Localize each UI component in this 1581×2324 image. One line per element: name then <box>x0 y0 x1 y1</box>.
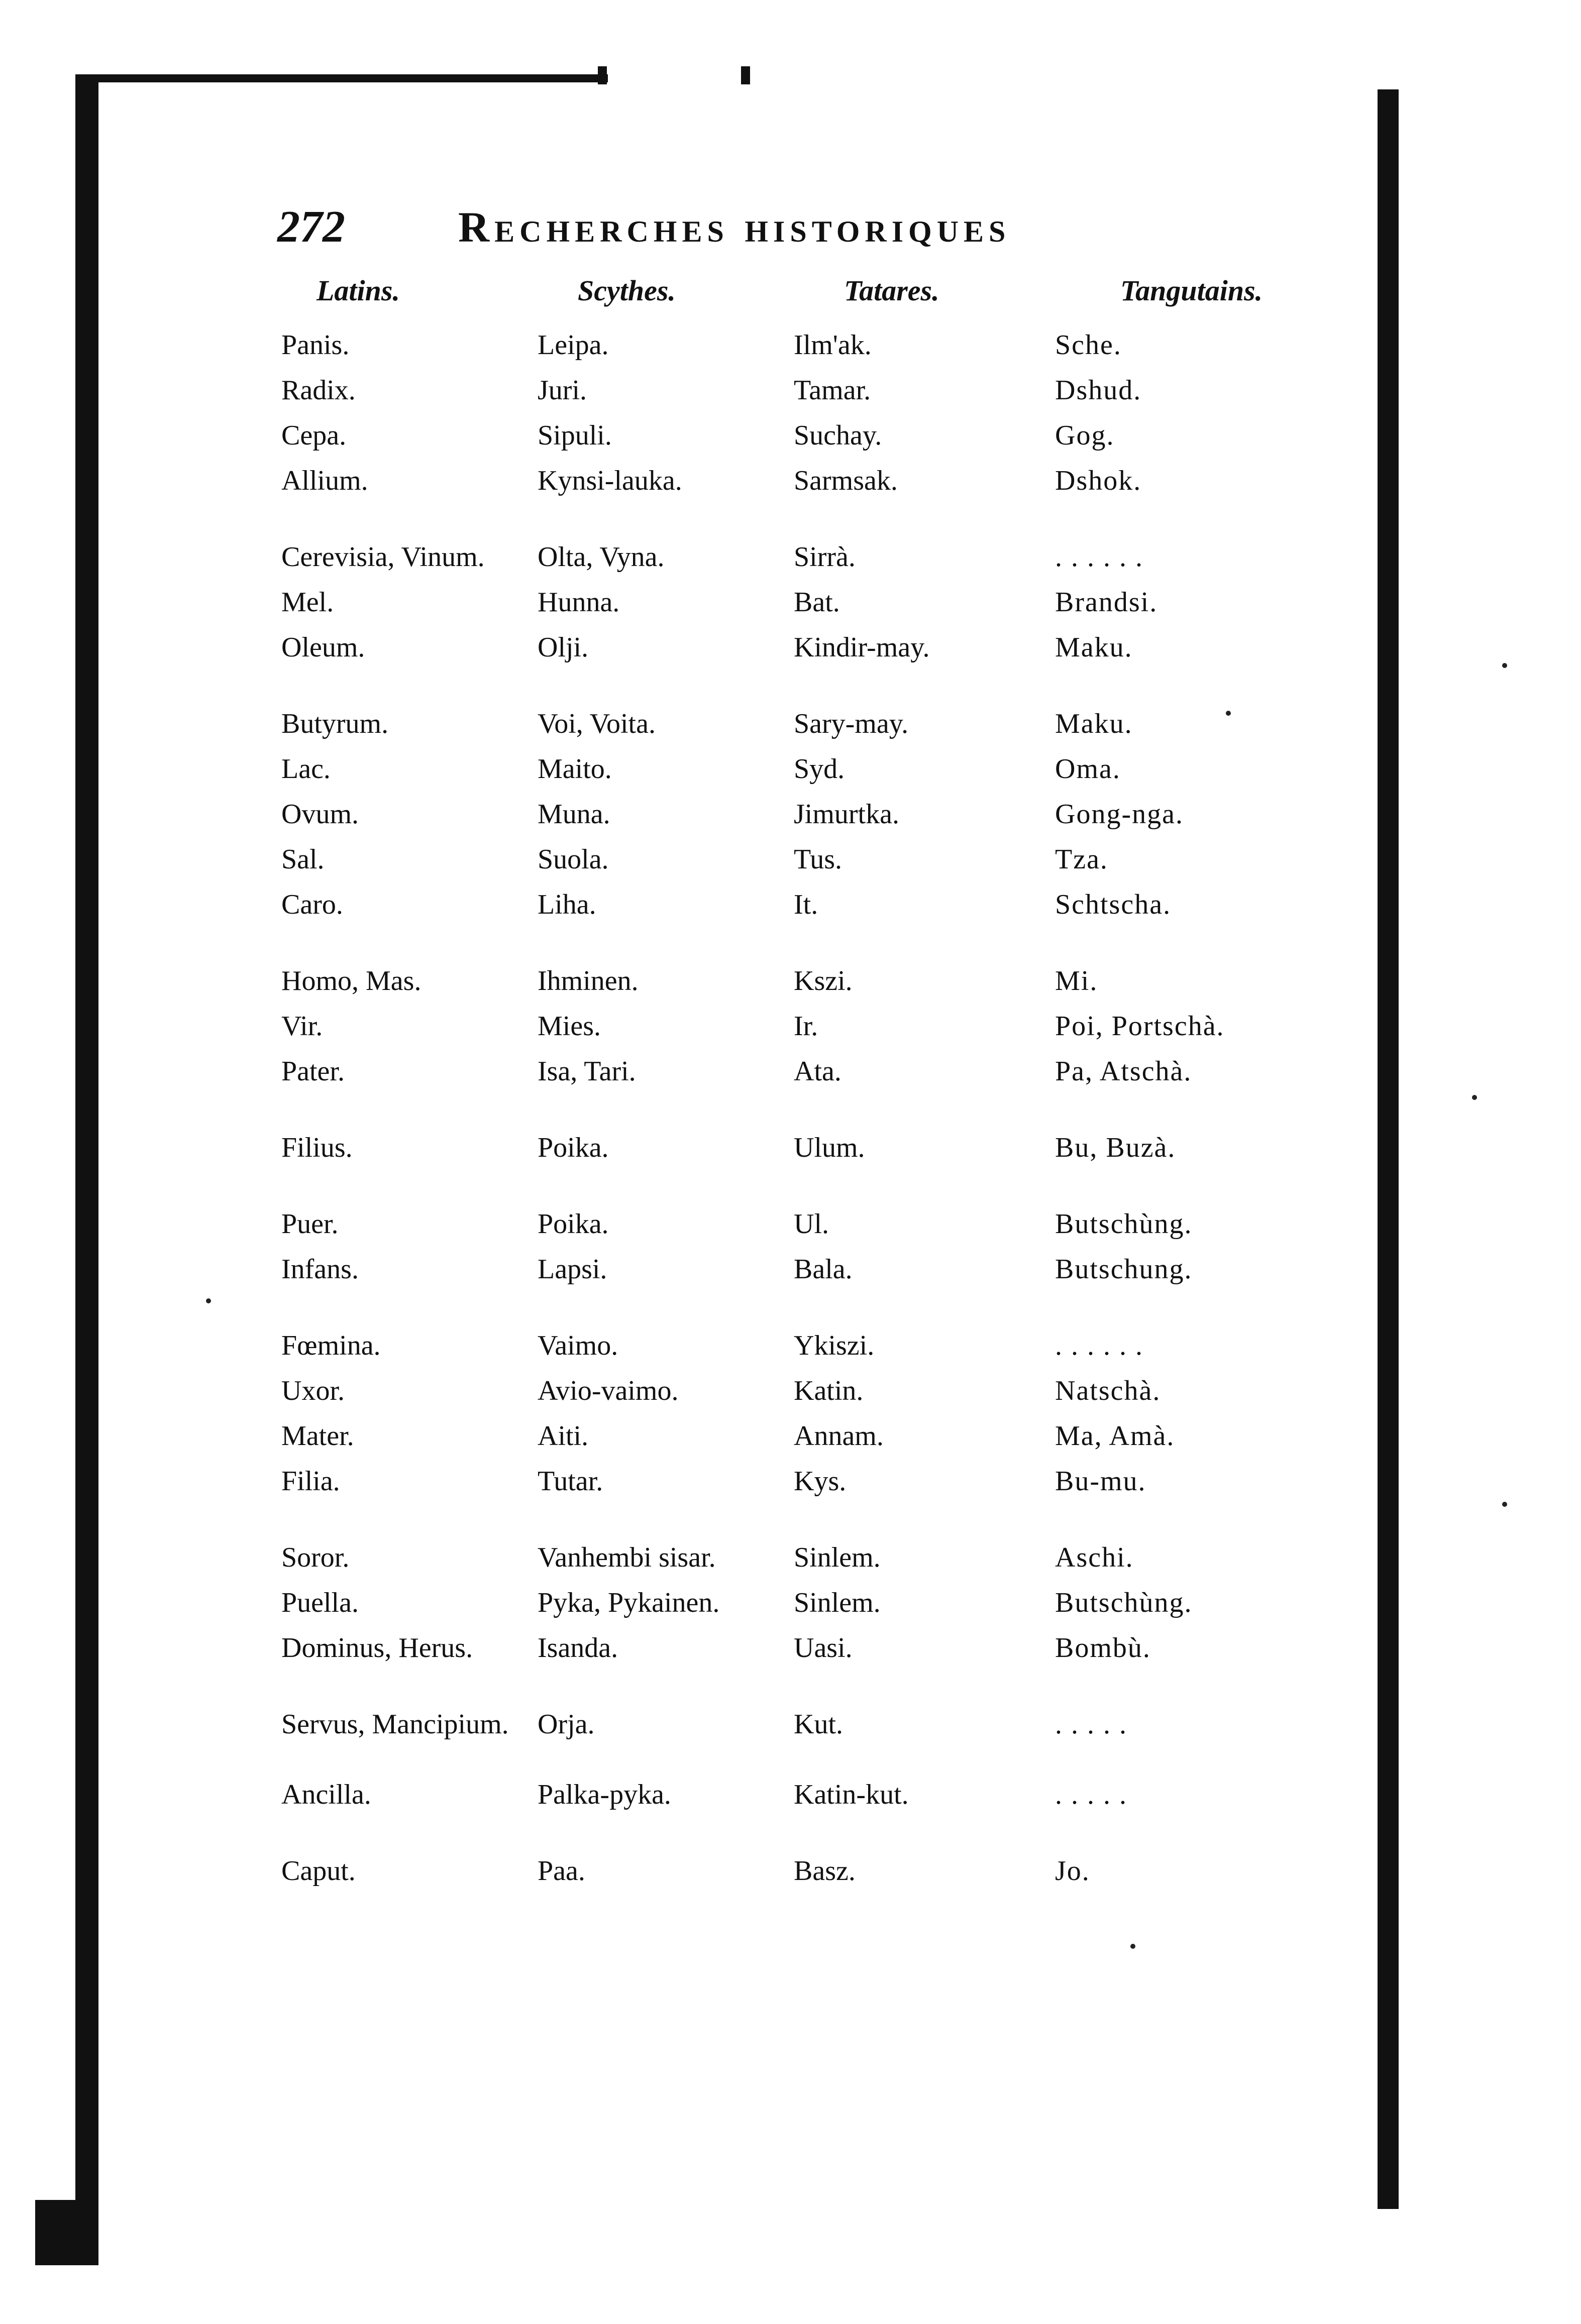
vocab-row <box>281 965 1361 1010</box>
column-heading-tatar: Tatares. <box>844 274 939 307</box>
vocab-cell-latin: Soror. <box>281 1542 350 1573</box>
scan-speck <box>1502 663 1507 668</box>
vocab-row <box>281 1708 1361 1779</box>
vocab-row <box>281 1132 1361 1177</box>
vocab-cell-tatar: Syd. <box>794 753 845 785</box>
scan-mark <box>741 66 750 84</box>
vocab-row <box>281 843 1361 889</box>
vocab-row <box>281 631 1361 677</box>
column-heading-scythian: Scythes. <box>578 274 676 307</box>
vocab-cell-scythian: Isa, Tari. <box>538 1056 636 1087</box>
vocab-cell-tatar: Sirrà. <box>794 541 856 573</box>
vocab-cell-tangut: Dshud. <box>1055 375 1142 406</box>
vocab-cell-scythian: Voi, Voita. <box>538 708 656 739</box>
vocab-cell-latin: Filia. <box>281 1466 340 1497</box>
vocab-row <box>281 1465 1361 1510</box>
vocab-cell-tangut: Bu-mu. <box>1055 1466 1146 1497</box>
vocab-cell-tatar: Ir. <box>794 1011 818 1042</box>
vocab-cell-latin: Vir. <box>281 1011 323 1042</box>
vocab-cell-tatar: Ata. <box>794 1056 841 1087</box>
vocab-cell-latin: Mel. <box>281 587 334 618</box>
vocab-cell-tatar: Katin. <box>794 1375 864 1406</box>
vocab-cell-latin: Puer. <box>281 1208 339 1240</box>
vocab-cell-latin: Infans. <box>281 1254 359 1285</box>
vocab-cell-tatar: Bala. <box>794 1254 853 1285</box>
page-number: 272 <box>277 202 345 252</box>
scan-border-left-foot <box>35 2200 98 2265</box>
scan-border-right <box>1378 89 1399 2209</box>
vocab-cell-tatar: Suchay. <box>794 420 882 451</box>
vocab-cell-tatar: Tamar. <box>794 375 871 406</box>
vocab-cell-tangut: Ma, Amà. <box>1055 1420 1175 1452</box>
vocab-cell-tatar: It. <box>794 889 818 920</box>
vocab-cell-tatar: Katin-kut. <box>794 1779 909 1810</box>
vocab-cell-scythian: Pyka, Pykainen. <box>538 1587 720 1618</box>
vocab-cell-tangut: Butschùng. <box>1055 1208 1193 1240</box>
vocab-row <box>281 1010 1361 1055</box>
scan-speck <box>206 1298 211 1303</box>
vocab-cell-scythian: Liha. <box>538 889 596 920</box>
vocab-cell-latin: Sal. <box>281 844 325 875</box>
vocab-cell-latin: Puella. <box>281 1587 359 1618</box>
scan-speck <box>1130 1944 1135 1949</box>
page-title: Recherches historiques <box>458 203 1011 251</box>
vocab-row <box>281 753 1361 798</box>
vocab-cell-tangut: . . . . . . <box>1055 1330 1143 1361</box>
vocab-cell-tatar: Ykiszi. <box>794 1330 875 1361</box>
vocab-cell-tangut: Schtscha. <box>1055 889 1172 920</box>
vocab-row <box>281 1587 1361 1632</box>
vocab-cell-scythian: Aiti. <box>538 1420 589 1452</box>
vocab-cell-tatar: Bat. <box>794 587 840 618</box>
vocab-cell-scythian: Hunna. <box>538 587 620 618</box>
vocab-row <box>281 1055 1361 1100</box>
vocab-cell-scythian: Mies. <box>538 1011 601 1042</box>
vocab-cell-tatar: Uasi. <box>794 1632 853 1664</box>
vocab-cell-tangut: Dshok. <box>1055 465 1142 496</box>
vocab-cell-latin: Servus, Mancipium. <box>281 1709 509 1740</box>
vocab-cell-scythian: Muna. <box>538 799 610 830</box>
vocab-cell-scythian: Paa. <box>538 1855 585 1887</box>
vocab-cell-tatar: Basz. <box>794 1855 856 1887</box>
vocab-cell-tangut: Mi. <box>1055 965 1098 997</box>
vocab-cell-tangut: Tza. <box>1055 844 1108 875</box>
vocab-cell-tatar: Ul. <box>794 1208 829 1240</box>
vocab-cell-tatar: Ulum. <box>794 1132 865 1163</box>
vocab-cell-latin: Radix. <box>281 375 356 406</box>
vocab-cell-latin: Butyrum. <box>281 708 389 739</box>
vocab-cell-tangut: Aschi. <box>1055 1542 1134 1573</box>
vocab-cell-latin: Oleum. <box>281 632 365 663</box>
vocab-cell-tatar: Sinlem. <box>794 1542 881 1573</box>
vocab-cell-scythian: Suola. <box>538 844 609 875</box>
vocab-cell-latin: Panis. <box>281 329 350 361</box>
vocab-cell-tatar: Sarmsak. <box>794 465 898 496</box>
vocab-row <box>281 1253 1361 1298</box>
vocab-cell-latin: Pater. <box>281 1056 345 1087</box>
vocab-cell-scythian: Orja. <box>538 1709 595 1740</box>
scan-border-top <box>75 74 608 82</box>
vocabulary-table <box>281 329 1361 1900</box>
vocab-cell-tatar: Sary-may. <box>794 708 909 739</box>
vocab-cell-latin: Caput. <box>281 1855 356 1887</box>
vocab-cell-scythian: Sipuli. <box>538 420 612 451</box>
vocab-cell-tangut: Oma. <box>1055 753 1121 785</box>
vocab-cell-scythian: Juri. <box>538 375 587 406</box>
vocab-cell-tangut: Gog. <box>1055 420 1115 451</box>
vocab-cell-tangut: Brandsi. <box>1055 587 1158 618</box>
vocab-cell-tangut: Pa, Atschà. <box>1055 1056 1192 1087</box>
vocab-row <box>281 1779 1361 1824</box>
vocab-cell-scythian: Tutar. <box>538 1466 603 1497</box>
vocab-cell-tatar: Kut. <box>794 1709 843 1740</box>
vocab-cell-tangut: Maku. <box>1055 632 1133 663</box>
vocab-cell-tangut: Butschung. <box>1055 1254 1193 1285</box>
vocab-cell-latin: Cerevisia, Vinum. <box>281 541 485 573</box>
vocab-cell-scythian: Poika. <box>538 1132 609 1163</box>
vocab-cell-scythian: Kynsi-lauka. <box>538 465 682 496</box>
vocab-row <box>281 889 1361 934</box>
column-heading-tangut: Tangutains. <box>1120 274 1263 307</box>
column-headings <box>317 274 1372 314</box>
vocab-row <box>281 1541 1361 1587</box>
vocab-cell-latin: Mater. <box>281 1420 354 1452</box>
vocab-cell-tatar: Annam. <box>794 1420 884 1452</box>
vocab-cell-tangut: . . . . . <box>1055 1779 1127 1810</box>
vocab-row <box>281 1375 1361 1420</box>
vocab-cell-scythian: Vaimo. <box>538 1330 618 1361</box>
vocab-cell-latin: Uxor. <box>281 1375 345 1406</box>
vocab-cell-latin: Ancilla. <box>281 1779 371 1810</box>
vocab-row <box>281 419 1361 465</box>
scan-speck <box>1472 1095 1477 1100</box>
vocab-cell-tangut: Jo. <box>1055 1855 1090 1887</box>
scan-speck <box>1502 1502 1507 1507</box>
vocab-cell-tangut: Sche. <box>1055 329 1122 361</box>
vocab-cell-latin: Fœmina. <box>281 1330 381 1361</box>
vocab-cell-tangut: Butschùng. <box>1055 1587 1193 1618</box>
vocab-cell-tatar: Jimurtka. <box>794 799 899 830</box>
scan-mark <box>598 66 607 84</box>
vocab-cell-scythian: Avio-vaimo. <box>538 1375 679 1406</box>
vocab-row <box>281 1420 1361 1465</box>
vocab-cell-scythian: Olji. <box>538 632 589 663</box>
vocab-cell-latin: Cepa. <box>281 420 347 451</box>
vocab-cell-scythian: Palka-pyka. <box>538 1779 671 1810</box>
vocab-row <box>281 374 1361 419</box>
vocab-cell-scythian: Lapsi. <box>538 1254 607 1285</box>
vocab-cell-tangut: Bu, Buzà. <box>1055 1132 1176 1163</box>
vocab-cell-scythian: Leipa. <box>538 329 609 361</box>
vocab-row <box>281 465 1361 510</box>
vocab-cell-latin: Lac. <box>281 753 331 785</box>
vocab-cell-scythian: Poika. <box>538 1208 609 1240</box>
vocab-cell-scythian: Vanhembi sisar. <box>538 1542 716 1573</box>
vocab-cell-latin: Allium. <box>281 465 368 496</box>
vocab-cell-tangut: . . . . . . <box>1055 541 1143 573</box>
running-head <box>277 201 1332 256</box>
vocab-cell-scythian: Olta, Vyna. <box>538 541 665 573</box>
vocab-cell-tatar: Ilm'ak. <box>794 329 872 361</box>
vocab-cell-tangut: . . . . . <box>1055 1709 1127 1740</box>
vocab-cell-tangut: Bombù. <box>1055 1632 1151 1664</box>
vocab-cell-latin: Filius. <box>281 1132 353 1163</box>
vocab-row <box>281 1855 1361 1900</box>
vocab-cell-latin: Ovum. <box>281 799 359 830</box>
vocab-cell-tatar: Kys. <box>794 1466 847 1497</box>
vocab-row <box>281 541 1361 586</box>
vocab-cell-latin: Homo, Mas. <box>281 965 421 997</box>
vocab-cell-tatar: Kindir-may. <box>794 632 930 663</box>
scan-border-left <box>75 75 98 2230</box>
vocab-cell-scythian: Isanda. <box>538 1632 618 1664</box>
vocab-cell-latin: Dominus, Herus. <box>281 1632 473 1664</box>
vocab-cell-tatar: Kszi. <box>794 965 853 997</box>
vocab-row <box>281 329 1361 374</box>
vocab-row <box>281 798 1361 843</box>
column-heading-latin: Latins. <box>317 274 400 307</box>
vocab-cell-tatar: Tus. <box>794 844 842 875</box>
vocab-cell-tangut: Maku. <box>1055 708 1133 739</box>
vocab-cell-tangut: Poi, Portschà. <box>1055 1011 1225 1042</box>
vocab-cell-latin: Caro. <box>281 889 343 920</box>
vocab-row <box>281 1330 1361 1375</box>
vocab-row <box>281 708 1361 753</box>
vocab-cell-scythian: Ihminen. <box>538 965 639 997</box>
vocab-row <box>281 1632 1361 1677</box>
vocab-cell-scythian: Maito. <box>538 753 612 785</box>
vocab-row <box>281 1208 1361 1253</box>
vocab-cell-tangut: Natschà. <box>1055 1375 1161 1406</box>
vocab-cell-tatar: Sinlem. <box>794 1587 881 1618</box>
vocab-cell-tangut: Gong-nga. <box>1055 799 1184 830</box>
vocab-row <box>281 586 1361 631</box>
